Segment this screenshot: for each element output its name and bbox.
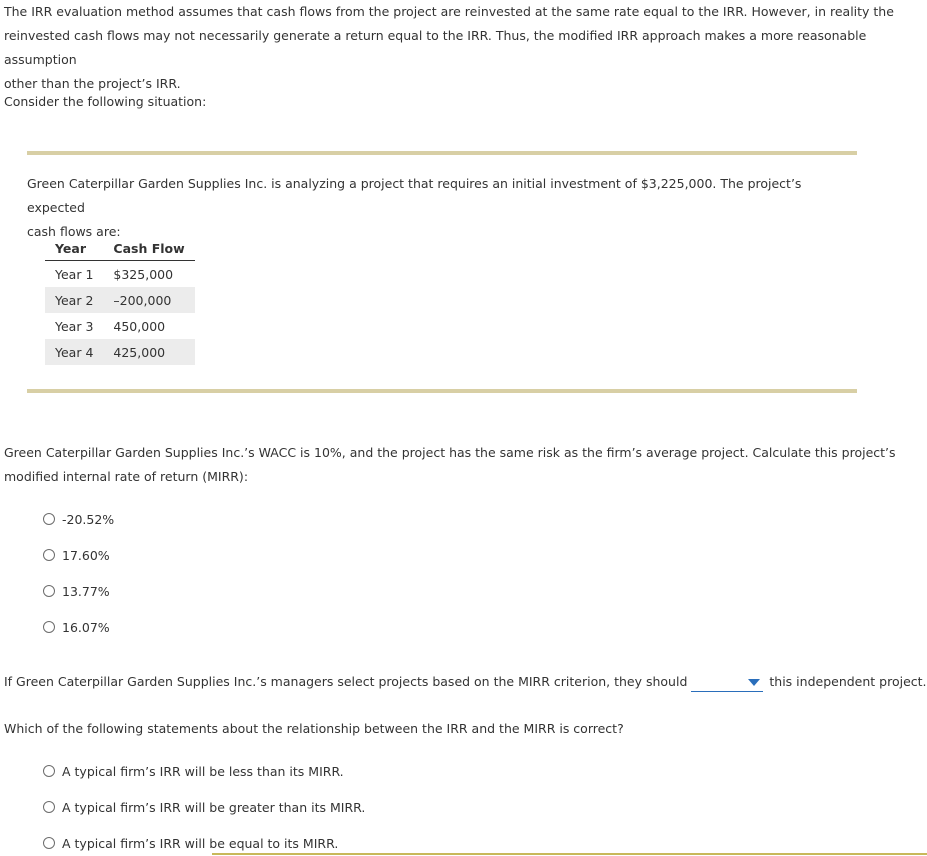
irr-mirr-option-2[interactable]: [43, 798, 365, 816]
radio-button[interactable]: [43, 513, 55, 525]
year-cell: Year 3: [55, 318, 94, 334]
bottom-divider: [212, 853, 927, 855]
year-cell: Year 2: [45, 287, 103, 313]
mirr-question: [4, 441, 904, 489]
intro-line-2: reinvested cash flows may not necessarily generate a return equal to the IRR. Thus, the modified IRR approach makes a more reasonable assumption: [4, 28, 867, 67]
mirr-option-3[interactable]: [43, 582, 110, 600]
radio-button[interactable]: [43, 765, 55, 777]
table-row: [45, 313, 195, 339]
scenario-line-2: cash flows are:: [27, 224, 121, 239]
scenario-line-1: Green Caterpillar Garden Supplies Inc. is analyzing a project that requires an initial investment of $3,225,000. The project’s expected: [27, 176, 802, 215]
cash-flow-table: [45, 236, 195, 365]
intro-line-3: other than the project’s IRR.: [4, 76, 181, 91]
scenario-top-divider: [27, 151, 857, 155]
mirr-question-line-1: Green Caterpillar Garden Supplies Inc.’s WACC is 10%, and the project has the same risk as the firm’s average project. Calculate this project’s: [4, 445, 896, 460]
irr-mirr-option-1[interactable]: [43, 762, 344, 780]
mirr-option-2[interactable]: [43, 546, 110, 564]
radio-button[interactable]: [43, 585, 55, 597]
year-column-header: Year: [45, 236, 103, 261]
table-row: [45, 339, 195, 365]
mirr-option-1[interactable]: [43, 510, 114, 528]
mirr-question-line-2: modified internal rate of return (MIRR):: [4, 469, 249, 484]
year-cell: Year 1: [55, 266, 94, 282]
radio-button[interactable]: [43, 801, 55, 813]
decision-sentence-start: If Green Caterpillar Garden Supplies Inc.’s managers select projects based on the MIRR criterion, they should: [4, 674, 688, 689]
cash-flow-cell: –200,000: [103, 287, 194, 313]
table-header-row: [45, 236, 195, 261]
radio-button[interactable]: [43, 621, 55, 633]
intro-line-1: The IRR evaluation method assumes that cash flows from the project are reinvested at the same rate equal to the IRR. However, in reality the: [4, 4, 894, 19]
decision-dropdown[interactable]: [691, 673, 763, 692]
irr-mirr-option-3[interactable]: [43, 834, 338, 852]
irr-mirr-question: Which of the following statements about the relationship between the IRR and the MIRR is correct?: [4, 721, 624, 736]
year-cell: Year 4: [45, 339, 103, 365]
decision-sentence: [4, 672, 927, 692]
radio-button[interactable]: [43, 837, 55, 849]
cash-flow-cell: $325,000: [113, 266, 174, 282]
option-label: A typical firm’s IRR will be greater than its MIRR.: [62, 799, 366, 815]
consider-text: Consider the following situation:: [4, 94, 207, 109]
option-label: 17.60%: [62, 547, 110, 563]
decision-sentence-end: this independent project.: [769, 674, 927, 689]
chevron-down-icon[interactable]: [748, 679, 760, 686]
table-row: [45, 261, 195, 288]
table-row: [45, 287, 195, 313]
cash-flow-cell: 450,000: [113, 318, 166, 334]
cash-flow-cell: 425,000: [103, 339, 194, 365]
mirr-option-4[interactable]: [43, 618, 110, 636]
option-label: 13.77%: [62, 583, 110, 599]
intro-paragraph: [4, 0, 919, 96]
option-label: 16.07%: [62, 619, 110, 635]
scenario-bottom-divider: [27, 389, 857, 393]
scenario-paragraph: [27, 172, 847, 244]
option-label: -20.52%: [62, 511, 115, 527]
option-label: A typical firm’s IRR will be less than its MIRR.: [62, 763, 344, 779]
cash-flow-column-header: Cash Flow: [103, 236, 194, 261]
radio-button[interactable]: [43, 549, 55, 561]
option-label: A typical firm’s IRR will be equal to its MIRR.: [62, 835, 339, 851]
